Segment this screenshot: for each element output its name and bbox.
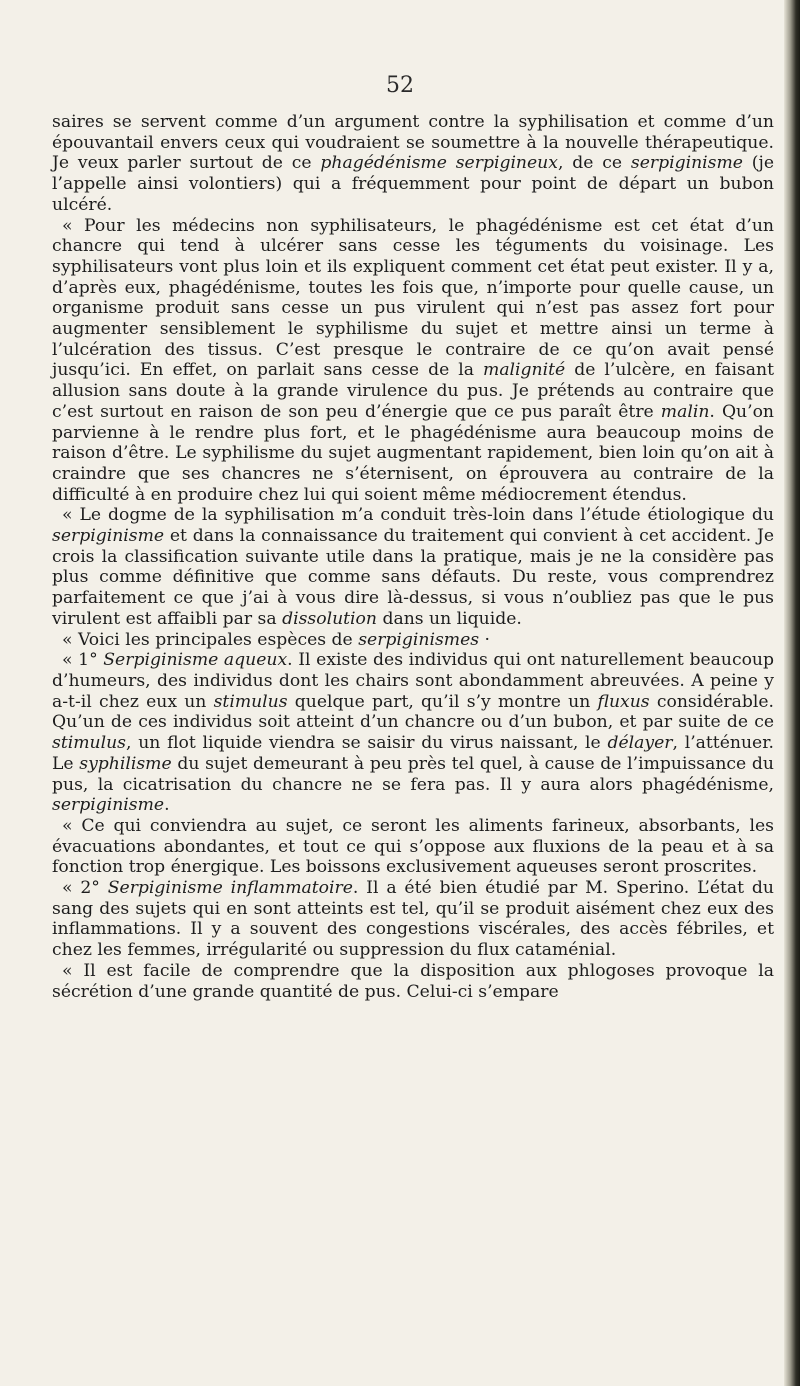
italic-term: Serpiginisme aqueux [103,650,288,671]
paragraph [52,816,774,878]
italic-term: serpiginisme [52,526,165,547]
text-run: du sujet demeurant à peu près tel quel, à cause de l’impuissance du pus, la cicatrisation du chancre ne se fera pas. Il y aura alors phagédénisme, [52,753,774,795]
body-text [52,112,774,1002]
text-run: . Qu’on parvienne à le rendre plus fort, et le phagédénisme aura beaucoup moins de raison d’être. Le syphilisme du sujet augmentant rapidement, bien loin qu’on ait à craindre que ses chancres ne s’éternisent, on éprouvera au contraire de la difficulté à en produire chez lui qui soient même médiocrement étendus. [52,401,774,505]
italic-term: syphilisme [79,753,172,774]
italic-term: fluxus [597,691,650,712]
text-run: « Le dogme de la syphilisation m’a conduit très-loin dans l’étude étiologique du [62,505,774,526]
page-number: 52 [386,73,414,98]
text-run: . Il existe des individus qui ont naturellement beaucoup d’humeurs, des individus dont les chairs sont abondamment abreuvées. A peine y a-t-il chez eux un [52,650,774,712]
text-run: « Il est facile de comprendre que la disposition aux phlogoses provoque la sécrétion d’une grande quantité de pus. Celui-ci s’empare [52,960,774,1002]
paragraph [52,505,774,629]
paragraph [52,650,774,816]
text-run: saires se servent comme d’un argument contre la syphilisation et comme d’un épouvantail envers ceux qui voudraient se soumettre à la nouvelle thérapeutique. Je veux parler surtout de ce [52,112,774,174]
text-run: de l’ulcère, en faisant allusion sans doute à la grande virulence du pus. Je prétends au contraire que c’est surtout en raison de son peu d’énergie que ce pus paraît être [52,360,774,422]
italic-term: délayer [607,733,673,754]
text-run: « Voici les principales espèces de [62,629,359,650]
text-run: · [479,629,491,650]
italic-term: malignité [483,360,566,381]
text-run: (je l’appelle ainsi volontiers) qui a fréquemment pour point de départ un bubon ulcéré. [52,153,775,215]
text-run: , l’atténuer. Le [52,733,774,774]
text-run: , de ce [557,153,631,174]
italic-term: serpiginisme [52,795,165,816]
text-run: « 2° [62,878,108,899]
italic-term: stimulus [52,733,126,754]
text-run: . [164,795,170,816]
text-run: quelque part, qu’il s’y montre un [287,691,598,712]
paragraph [52,216,774,506]
text-run: considérable. Qu’un de ces individus soit atteint d’un chancre ou d’un bubon, et par suite de ce [52,691,774,733]
text-run: « Ce qui conviendra au sujet, ce seront les aliments farineux, absorbants, les évacuations abondantes, et tout ce qui s’oppose aux fluxions de la peau et à sa fonction trop énergique. Les boissons exclusivement aqueuses seront proscrites. [52,815,774,878]
italic-term: stimulus [213,691,288,712]
text-run: et dans la connaissance du traitement qui convient à cet accident. Je crois la classification suivante utile dans la pratique, mais je ne la considère pas plus comme définitive que comme sans défauts. Du reste, vous comprendrez parfaitement ce que j’ai à vous dire là-dessus, si vous n’oubliez pas que le pus virulent est affaibli par sa [52,526,774,629]
text-run: « Pour les médecins non syphilisateurs, le phagédénisme est cet état d’un chancre qui tend à ulcérer sans cesse les téguments du voisinage. Les syphilisateurs vont plus loin et ils expliquent comment cet état peut exister. Il y a, d’après eux, phagédénisme, toutes les fois que, n’importe pour quelle cause, un organisme produit sans cesse un pus virulent qui n’est pas assez fort pour augmenter sensiblement le syphilisme du sujet et mettre ainsi un terme à l’ulcération des tissus. C’est presque le contraire de ce qu’on avait pensé jusqu’ici. En effet, on parlait sans cesse de la [52,215,774,381]
italic-term: phagédénisme serpigineux [320,153,558,174]
italic-term: Serpiginisme inflammatoire [107,878,353,899]
text-run: dans un liquide. [376,608,522,629]
text-run: , un flot liquide viendra se saisir du virus naissant, le [125,733,608,754]
italic-term: serpiginismes [358,629,480,650]
text-run: . Il a été bien étudié par M. Sperino. L’état du sang des sujets qui en sont atteints est tel, qu’il se produit aisément chez eux des inflammations. Il y a souvent des congestions viscérales, des accès fébriles, et chez les femmes, irrégularité ou suppression du flux cataménial. [52,878,774,961]
paragraph [52,112,774,216]
italic-term: serpiginisme [630,153,743,174]
paragraph [52,961,774,1002]
page-edge-shadow [784,0,800,1386]
paragraph [52,630,774,651]
italic-term: dissolution [282,608,377,629]
paragraph [52,878,774,961]
italic-term: malin [660,401,710,422]
text-run: « 1° [62,650,104,671]
